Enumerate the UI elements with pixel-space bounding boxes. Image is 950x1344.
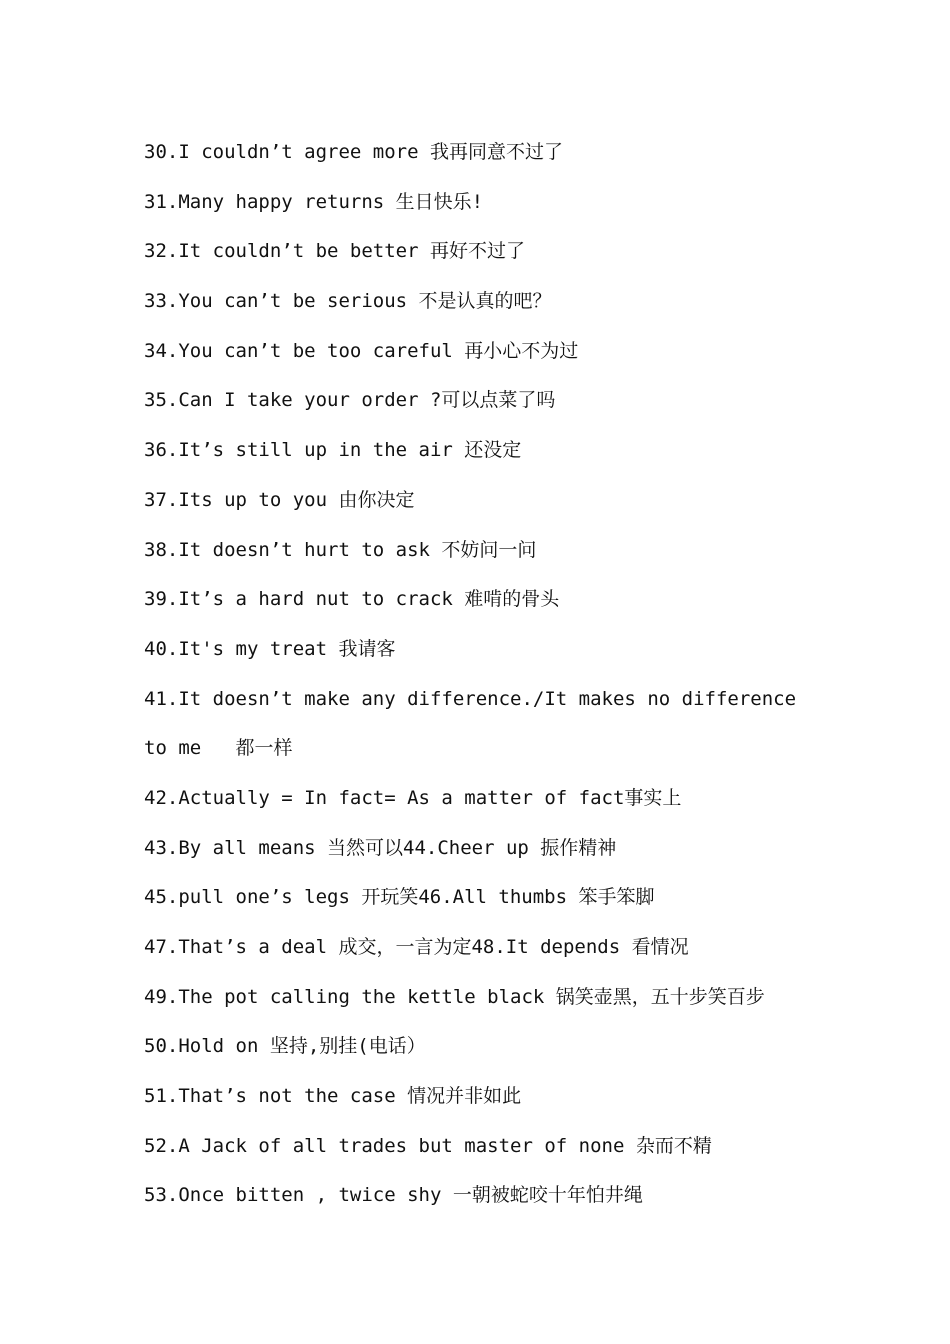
phrase-line: 34.You can’t be too careful 再小心不为过 (144, 339, 579, 362)
phrase-line: 52.A Jack of all trades but master of none 杂而不精 (144, 1134, 712, 1157)
phrase-line: 50.Hold on 坚持,别挂(电话） (144, 1035, 426, 1058)
phrase-line: 53.Once bitten , twice shy 一朝被蛇咬十年怕井绳 (144, 1184, 643, 1207)
phrase-line: 31.Many happy returns 生日快乐! (144, 190, 484, 213)
phrase-line: 36.It’s still up in the air 还没定 (144, 439, 522, 462)
phrase-line: 45.pull one’s legs 开玩笑46.All thumbs 笨手笨脚 (144, 886, 655, 909)
phrase-line-continuation: to me 都一样 (144, 737, 293, 760)
phrase-line: 47.That’s a deal 成交，一言为定48.It depends 看情况 (144, 936, 689, 958)
phrase-list (144, 132, 814, 1225)
phrase-line: 37.Its up to you 由你决定 (144, 488, 415, 511)
phrase-line: 41.It doesn’t make any difference./It makes no difference (144, 687, 797, 710)
phrase-line: 39.It’s a hard nut to crack 难啃的骨头 (144, 588, 560, 611)
phrase-line: 49.The pot calling the kettle black 锅笑壶黑，五十步笑百步 (144, 985, 765, 1008)
phrase-line: 51.That’s not the case 情况并非如此 (144, 1085, 522, 1108)
phrase-line: 42.Actually = In fact= As a matter of fact事实上 (144, 786, 682, 809)
phrase-line: 40.It's my treat 我请客 (144, 637, 396, 660)
phrase-line: 38.It doesn’t hurt to ask 不妨问一问 (144, 538, 537, 561)
phrase-line: 43.By all means 当然可以44.Cheer up 振作精神 (144, 836, 617, 859)
phrase-line: 30.I couldn’t agree more 我再同意不过了 (144, 141, 563, 163)
phrase-line: 33.You can’t be serious 不是认真的吧？ (144, 290, 552, 313)
phrase-line: 32.It couldn’t be better 再好不过了 (144, 240, 525, 263)
phrase-line: 35.Can I take your order ?可以点菜了吗 (144, 389, 556, 412)
